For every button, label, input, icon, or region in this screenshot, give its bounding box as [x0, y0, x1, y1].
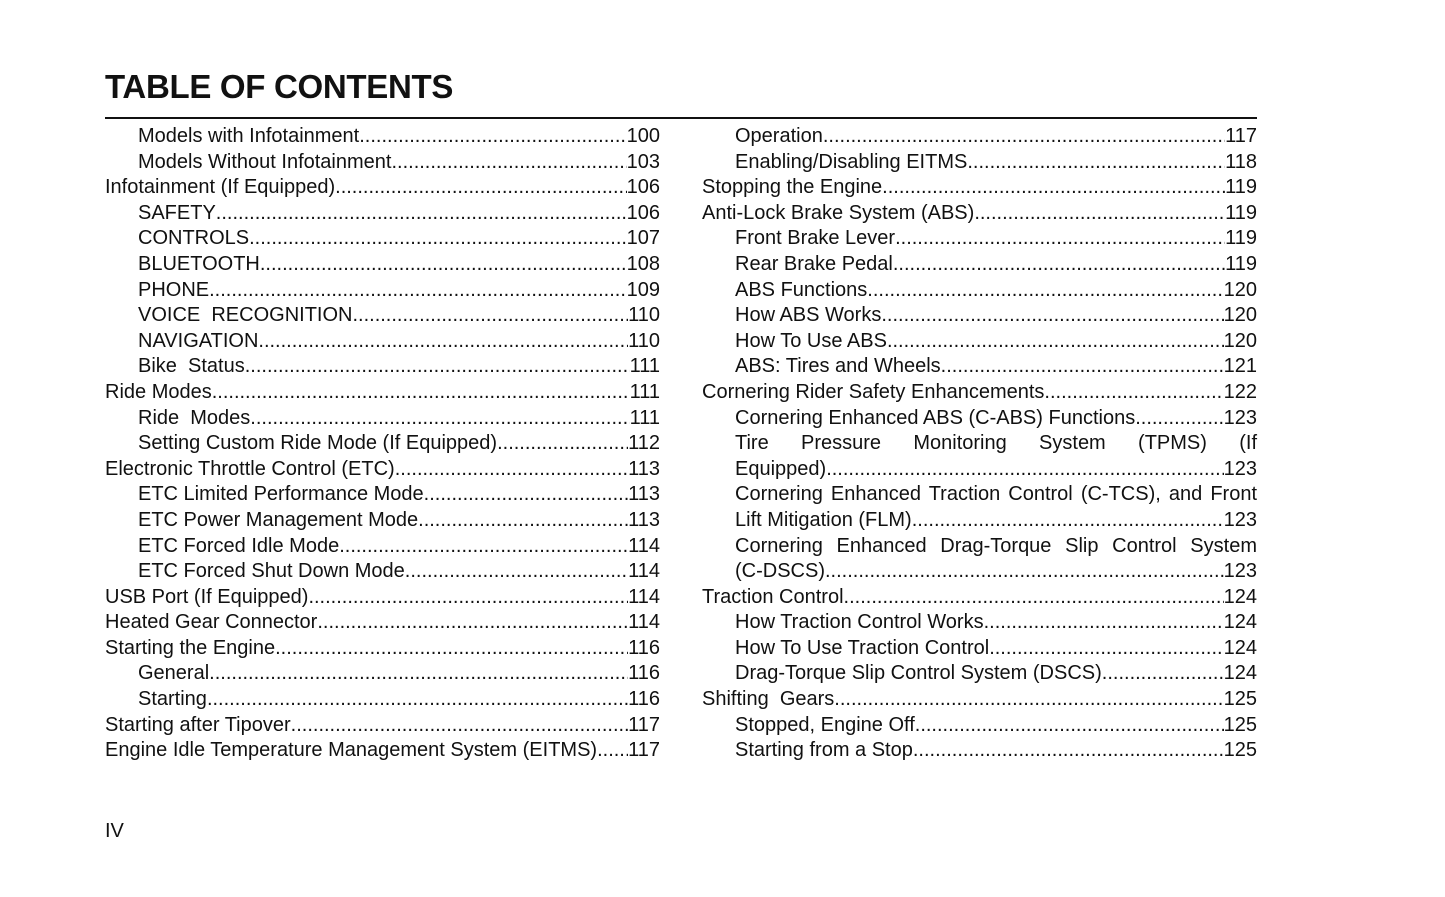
- toc-entry-page: 107: [626, 227, 660, 250]
- toc-subentry[interactable]: [105, 508, 660, 534]
- toc-subentry[interactable]: [105, 406, 660, 432]
- toc-entry-page: 116: [628, 636, 660, 659]
- toc-entry-label: How To Use Traction Control: [735, 636, 990, 659]
- toc-entry-label: Drag-Torque Slip Control System (DSCS): [735, 662, 1102, 685]
- toc-entry-page: 114: [628, 585, 660, 608]
- toc-entry-page: 124: [1223, 585, 1257, 608]
- dot-leader: [887, 329, 1224, 355]
- toc-entry-label: CONTROLS: [138, 227, 250, 250]
- toc-entry[interactable]: [105, 380, 660, 406]
- toc-right-column: [702, 124, 1257, 764]
- toc-entry-page: 108: [626, 252, 660, 275]
- toc-entry-page: 103: [626, 150, 660, 173]
- toc-entry-label: Infotainment (If Equipped): [105, 176, 336, 199]
- toc-entry-page: 120: [1223, 304, 1257, 327]
- dot-leader: [967, 150, 1225, 176]
- toc-entry-label: Equipped): [735, 457, 827, 480]
- toc-entry[interactable]: [105, 610, 660, 636]
- toc-entry-page: 116: [628, 688, 660, 711]
- toc-entry-page: 122: [1223, 380, 1257, 403]
- toc-entry-page: 123: [1223, 406, 1257, 429]
- dot-leader: [335, 175, 626, 201]
- toc-subentry[interactable]: [105, 534, 660, 560]
- toc-subentry[interactable]: [105, 278, 660, 304]
- dot-leader: [250, 406, 629, 432]
- toc-entry-label: Stopped, Engine Off: [735, 713, 915, 736]
- toc-subentry[interactable]: [702, 303, 1257, 329]
- toc-subentry[interactable]: [702, 329, 1257, 355]
- dot-leader: [867, 278, 1223, 304]
- toc-entry-page: 114: [628, 560, 660, 583]
- toc-entry-label: ABS Functions: [735, 278, 868, 301]
- dot-leader: [245, 354, 630, 380]
- dot-leader: [834, 687, 1223, 713]
- dot-leader: [1044, 380, 1223, 406]
- dot-leader: [893, 252, 1225, 278]
- dot-leader: [424, 482, 628, 508]
- toc-entry-label: Bike Status: [138, 355, 245, 378]
- toc-subentry[interactable]: [105, 252, 660, 278]
- toc-entry-label: ETC Forced Idle Mode: [138, 534, 340, 557]
- toc-entry-continued: Cornering Enhanced Traction Control (C-TCS), and Front: [735, 483, 1257, 506]
- toc-subentry[interactable]: [105, 303, 660, 329]
- toc-subentry[interactable]: [702, 457, 1257, 483]
- toc-entry-page: 119: [1225, 176, 1257, 199]
- page-number: IV: [105, 820, 124, 842]
- toc-entry[interactable]: [702, 585, 1257, 611]
- toc-entry-page: 113: [628, 508, 660, 531]
- toc-entry-page: 124: [1223, 611, 1257, 634]
- dot-leader: [405, 559, 628, 585]
- dot-leader: [352, 303, 628, 329]
- dot-leader: [823, 124, 1225, 150]
- toc-entry-label: Stopping the Engine: [702, 176, 883, 199]
- toc-subentry[interactable]: [702, 713, 1257, 739]
- toc-subentry[interactable]: [105, 354, 660, 380]
- dot-leader: [391, 150, 626, 176]
- toc-entry-page: 110: [628, 329, 660, 352]
- dot-leader: [308, 585, 628, 611]
- toc-entry[interactable]: [105, 738, 660, 764]
- dot-leader: [597, 738, 628, 764]
- dot-leader: [359, 124, 626, 150]
- toc-entry[interactable]: [702, 175, 1257, 201]
- toc-entry-label: VOICE RECOGNITION: [138, 304, 353, 327]
- toc-entry-page: 118: [1225, 150, 1257, 173]
- toc-entry-label: BLUETOOTH: [138, 252, 260, 275]
- toc-entry-page: 119: [1225, 227, 1257, 250]
- toc-entry-label: Ride Modes: [138, 406, 251, 429]
- dot-leader: [989, 636, 1223, 662]
- toc-entry-label: Electronic Throttle Control (ETC): [105, 457, 395, 480]
- toc-entry-page: 121: [1223, 355, 1257, 378]
- toc-entry-page: 114: [628, 611, 660, 634]
- toc-entry-page: 117: [1225, 125, 1257, 147]
- dot-leader: [339, 534, 628, 560]
- toc-entry-label: Starting after Tipover: [105, 713, 291, 736]
- toc-entry-label: Operation: [735, 125, 823, 147]
- toc-entry-label: Shifting Gears: [702, 688, 835, 711]
- dot-leader: [984, 610, 1224, 636]
- dot-leader: [974, 201, 1225, 227]
- toc-entry-page: 111: [629, 380, 660, 403]
- dot-leader: [212, 380, 630, 406]
- toc-entry-page: 125: [1223, 739, 1257, 762]
- toc-entry-label: How ABS Works: [735, 304, 882, 327]
- toc-entry[interactable]: [105, 585, 660, 611]
- toc-entry-page: 114: [628, 534, 660, 557]
- dot-leader: [895, 226, 1225, 252]
- toc-entry-label: ETC Power Management Mode: [138, 508, 419, 531]
- toc-entry-page: 124: [1223, 662, 1257, 685]
- toc-left-column: [105, 124, 660, 764]
- toc-subentry[interactable]: [702, 226, 1257, 252]
- toc-subentry[interactable]: [702, 508, 1257, 534]
- toc-subentry[interactable]: [702, 661, 1257, 687]
- toc-entry[interactable]: [105, 713, 660, 739]
- dot-leader: [258, 329, 628, 355]
- toc-entry-page: 125: [1223, 688, 1257, 711]
- dot-leader: [209, 278, 627, 304]
- dot-leader: [882, 175, 1225, 201]
- toc-entry-continued: Cornering Enhanced Drag-Torque Slip Control System: [735, 534, 1257, 557]
- toc-entry-page: 116: [628, 662, 660, 685]
- toc-entry-label: How To Use ABS: [735, 329, 887, 352]
- toc-entry-label: USB Port (If Equipped): [105, 585, 309, 608]
- toc-subentry[interactable]: [105, 482, 660, 508]
- toc-subentry[interactable]: [105, 687, 660, 713]
- dot-leader: [844, 585, 1224, 611]
- dot-leader: [209, 661, 628, 687]
- toc-entry-label: (C-DSCS): [735, 560, 825, 583]
- dot-leader: [207, 687, 628, 713]
- toc-entry-page: 117: [628, 713, 660, 736]
- toc-entry-page: 125: [1223, 713, 1257, 736]
- page-title: TABLE OF CONTENTS: [105, 68, 454, 105]
- dot-leader: [317, 610, 628, 636]
- toc-subentry[interactable]: [702, 354, 1257, 380]
- toc-entry-label: Cornering Rider Safety Enhancements: [702, 380, 1045, 403]
- toc-subentry[interactable]: [702, 278, 1257, 304]
- toc-entry-page: 123: [1223, 457, 1257, 480]
- toc-entry-label: How Traction Control Works: [735, 611, 984, 634]
- toc-entry-page: 120: [1223, 278, 1257, 301]
- toc-entry-page: 106: [626, 176, 660, 199]
- toc-subentry[interactable]: [702, 252, 1257, 278]
- toc-entry-page: 113: [628, 457, 660, 480]
- dot-leader: [497, 431, 628, 457]
- dot-leader: [275, 636, 628, 662]
- toc-entry-label: Engine Idle Temperature Management System (EITMS): [105, 739, 598, 762]
- toc-entry-label: General: [138, 662, 210, 685]
- toc-entry-label: Setting Custom Ride Mode (If Equipped): [138, 432, 498, 455]
- toc-entry-continued: Tire Pressure Monitoring System (TPMS) (If: [735, 432, 1257, 455]
- dot-leader: [216, 201, 627, 227]
- toc-subentry[interactable]: [105, 124, 660, 150]
- toc-subentry[interactable]: [702, 559, 1257, 585]
- toc-subentry[interactable]: [702, 406, 1257, 432]
- toc-entry-page: 112: [628, 432, 660, 455]
- toc-subentry[interactable]: [105, 201, 660, 227]
- toc-entry-label: ABS: Tires and Wheels: [735, 355, 941, 378]
- dot-leader: [249, 226, 627, 252]
- toc-entry-label: Heated Gear Connector: [105, 611, 318, 634]
- toc-entry-page: 123: [1223, 560, 1257, 583]
- toc-subentry[interactable]: [105, 559, 660, 585]
- dot-leader: [912, 508, 1224, 534]
- dot-leader: [826, 457, 1223, 483]
- dot-leader: [260, 252, 627, 278]
- toc-entry-label: Lift Mitigation (FLM): [735, 508, 912, 531]
- toc-entry-page: 119: [1225, 201, 1257, 224]
- toc-entry-page: 124: [1223, 636, 1257, 659]
- dot-leader: [418, 508, 628, 534]
- toc-entry-page: 113: [628, 483, 660, 506]
- toc-entry-label: Rear Brake Pedal: [735, 252, 893, 275]
- dot-leader: [291, 713, 628, 739]
- toc-subentry[interactable]: [702, 610, 1257, 636]
- toc-entry-label: Cornering Enhanced ABS (C-ABS) Functions: [735, 406, 1136, 429]
- toc-entry-page: 111: [629, 355, 660, 378]
- toc-subentry[interactable]: [702, 124, 1257, 150]
- toc-entry-label: Starting: [138, 688, 207, 711]
- toc-subentry[interactable]: [105, 661, 660, 687]
- toc-subentry[interactable]: [105, 431, 660, 457]
- toc-entry-page: 120: [1223, 329, 1257, 352]
- toc-entry-label: Anti-Lock Brake System (ABS): [702, 201, 975, 224]
- toc-subentry[interactable]: [105, 226, 660, 252]
- toc-entry-page: 111: [629, 406, 660, 429]
- toc-entry-label: Models Without Infotainment: [138, 150, 392, 173]
- toc-entry-label: ETC Forced Shut Down Mode: [138, 560, 405, 583]
- dot-leader: [913, 738, 1224, 764]
- toc-subentry[interactable]: [702, 150, 1257, 176]
- toc-entry-page: 106: [626, 201, 660, 224]
- dot-leader: [1102, 661, 1224, 687]
- toc-entry-label: PHONE: [138, 278, 210, 301]
- toc-entry-label: NAVIGATION: [138, 329, 259, 352]
- toc-entry-label: Enabling/Disabling EITMS: [735, 150, 968, 173]
- toc-entry[interactable]: [105, 457, 660, 483]
- toc-entry[interactable]: [105, 175, 660, 201]
- dot-leader: [881, 303, 1223, 329]
- toc-entry-page: 117: [628, 739, 660, 762]
- toc-subentry[interactable]: [702, 738, 1257, 764]
- dot-leader: [825, 559, 1224, 585]
- toc-entry-label: ETC Limited Performance Mode: [138, 483, 424, 506]
- toc-entry[interactable]: [105, 636, 660, 662]
- toc-entry-label: Ride Modes: [105, 380, 212, 403]
- toc-entry-page: 119: [1225, 252, 1257, 275]
- dot-leader: [395, 457, 628, 483]
- toc-entry-page: 110: [628, 304, 660, 327]
- toc-entry-label: Starting the Engine: [105, 636, 276, 659]
- toc-subentry[interactable]: [702, 636, 1257, 662]
- toc-entry-label: SAFETY: [138, 201, 216, 224]
- toc-entry[interactable]: [702, 201, 1257, 227]
- title-divider: [105, 117, 1257, 119]
- toc-entry-page: 100: [626, 125, 660, 147]
- dot-leader: [915, 713, 1224, 739]
- toc-subentry[interactable]: [105, 329, 660, 355]
- toc-entry-page: 109: [626, 278, 660, 301]
- toc-entry[interactable]: [702, 687, 1257, 713]
- toc-entry[interactable]: [702, 380, 1257, 406]
- dot-leader: [941, 354, 1224, 380]
- toc-entry-label: Front Brake Lever: [735, 227, 896, 250]
- toc-entry-label: Traction Control: [702, 585, 844, 608]
- toc-entry-page: 123: [1223, 508, 1257, 531]
- toc-entry-label: Models with Infotainment: [138, 125, 360, 147]
- toc-entry-label: Starting from a Stop: [735, 739, 913, 762]
- dot-leader: [1135, 406, 1223, 432]
- toc-subentry[interactable]: [105, 150, 660, 176]
